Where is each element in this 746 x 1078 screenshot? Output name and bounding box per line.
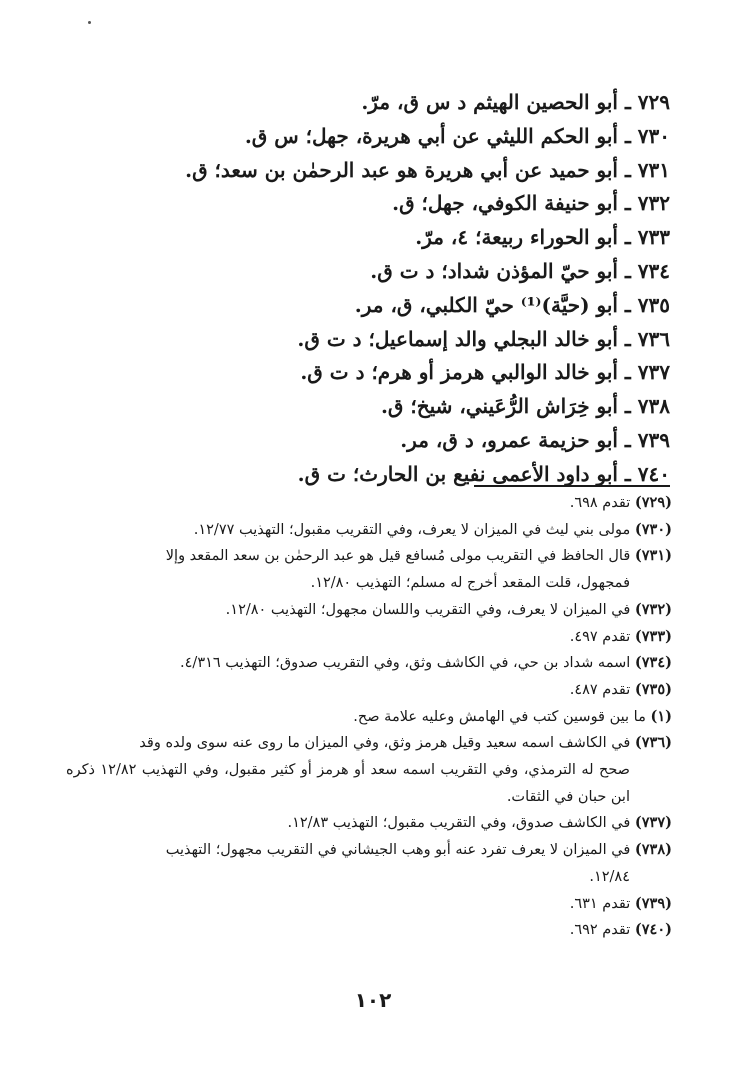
entry-735: ٧٣٥ ـ أبو (حيَّة)⁽¹⁾ حيّ الكلبي، ق، مر. xyxy=(354,292,670,317)
footnote-separator xyxy=(474,485,670,487)
footnote-739 xyxy=(66,891,672,918)
footnote-1 xyxy=(66,704,672,731)
footnote-number: (٧٣٨) xyxy=(634,841,672,859)
footnote-continuation: فمجهول، قلت المقعد أخرج له مسلم؛ التهذيب ١٢/٨٠. xyxy=(310,575,630,592)
entry-739: ٧٣٩ ـ أبو حزيمة عمرو، د ق، مر. xyxy=(400,427,670,452)
entry-732: ٧٣٢ ـ أبو حنيفة الكوفي، جهل؛ ق. xyxy=(392,191,670,216)
footnote-number: (٧٤٠) xyxy=(634,921,672,939)
footnote-729 xyxy=(66,490,672,517)
footnote-text: تقدم ٤٨٧. xyxy=(569,681,631,698)
footnote-738 xyxy=(66,837,672,890)
entry-729: ٧٢٩ ـ أبو الحصين الهيثم د س ق، مرّ. xyxy=(361,90,670,114)
entry-737: ٧٣٧ ـ أبو خالد الوالبي هرمز أو هرم؛ د ت ق. xyxy=(300,360,670,385)
footnote-number: (٧٣١) xyxy=(634,547,672,565)
entry-740: ٧٤٠ ـ أبو داود الأعمى نفيع بن الحارث؛ ت ق. xyxy=(297,461,670,486)
footnote-number: (٧٣٤) xyxy=(634,654,672,672)
footnote-text: تقدم ٤٩٧. xyxy=(569,628,631,645)
footnote-text: في الكاشف صدوق، وفي التقريب مقبول؛ التهذيب ١٢/٨٣. xyxy=(287,815,631,832)
footnote-number: (٧٣٦) xyxy=(634,734,672,752)
entry-733: ٧٣٣ ـ أبو الحوراء ربيعة؛ ٤، مرّ. xyxy=(415,225,670,250)
footnote-text: تقدم ٦٩٨. xyxy=(569,495,631,511)
page-number: ١٠٢ xyxy=(354,988,392,1012)
footnote-number: (٧٣٣) xyxy=(634,627,672,645)
entry-730: ٧٣٠ ـ أبو الحكم الليثي عن أبي هريرة، جهل؛ س ق. xyxy=(244,123,670,148)
entries-list xyxy=(60,86,670,492)
footnote-733 xyxy=(66,624,672,651)
footnote-732 xyxy=(66,597,672,624)
footnote-text: في الميزان لا يعرف تفرد عنه أبو وهب الجيشاني في التقريب مجهول؛ التهذيب xyxy=(165,842,631,859)
footnote-736 xyxy=(66,730,672,810)
footnote-number: (٧٣٧) xyxy=(634,814,672,832)
footnote-text: اسمه شداد بن حي، في الكاشف وثق، وفي التقريب صدوق؛ التهذيب ٤/٣١٦. xyxy=(180,655,631,672)
entry-736: ٧٣٦ ـ أبو خالد البجلي والد إسماعيل؛ د ت ق. xyxy=(297,326,670,351)
footnotes-list xyxy=(66,490,672,944)
footnote-737 xyxy=(66,810,672,837)
footnote-number: (٧٣٢) xyxy=(634,600,672,618)
scan-speck xyxy=(88,21,91,24)
footnote-734 xyxy=(66,650,672,677)
footnote-number: (٧٣٩) xyxy=(634,894,672,912)
footnote-number: (٧٢٩) xyxy=(634,494,672,511)
footnote-number: (٧٣٥) xyxy=(634,680,672,698)
footnote-text: في الميزان لا يعرف، وفي التقريب واللسان مجهول؛ التهذيب ١٢/٨٠. xyxy=(225,601,631,618)
footnote-text: في الكاشف اسمه سعيد وقيل هرمز وثق، وفي الميزان ما روى عنه سوى ولده وقد xyxy=(139,735,631,752)
footnote-text: تقدم ٦٩٢. xyxy=(569,922,631,939)
footnote-number: (١) xyxy=(650,707,672,725)
footnote-text: ما بين قوسين كتب في الهامش وعليه علامة صح. xyxy=(353,708,646,725)
footnote-continuation: صحح له الترمذي، وفي التقريب اسمه سعد أو هرمز أو كثير مقبول، وفي التهذيب ١٢/٨٢ ذكره ابن حبان في الثقات. xyxy=(66,762,630,805)
footnote-730 xyxy=(66,517,672,544)
entry-738: ٧٣٨ ـ أبو خِرَاش الرُّعَيني، شيخ؛ ق. xyxy=(380,394,670,419)
footnote-731 xyxy=(66,543,672,596)
footnote-number: (٧٣٠) xyxy=(634,520,672,538)
footnote-text: قال الحافظ في التقريب مولى مُسافع قيل هو عبد الرحمٰن بن سعد المقعد وإلا xyxy=(165,548,631,565)
footnote-735 xyxy=(66,677,672,704)
footnote-text: تقدم ٦٣١. xyxy=(569,895,631,912)
footnote-continuation: ١٢/٨٤. xyxy=(589,868,630,885)
footnote-740 xyxy=(66,917,672,944)
footnote-text: مولى بني ليث في الميزان لا يعرف، وفي التقريب مقبول؛ التهذيب ١٢/٧٧. xyxy=(193,521,631,538)
entry-731: ٧٣١ ـ أبو حميد عن أبي هريرة هو عبد الرحمٰن بن سعد؛ ق. xyxy=(185,157,670,182)
entry-734: ٧٣٤ ـ أبو حيّ المؤذن شداد؛ د ت ق. xyxy=(370,258,670,283)
